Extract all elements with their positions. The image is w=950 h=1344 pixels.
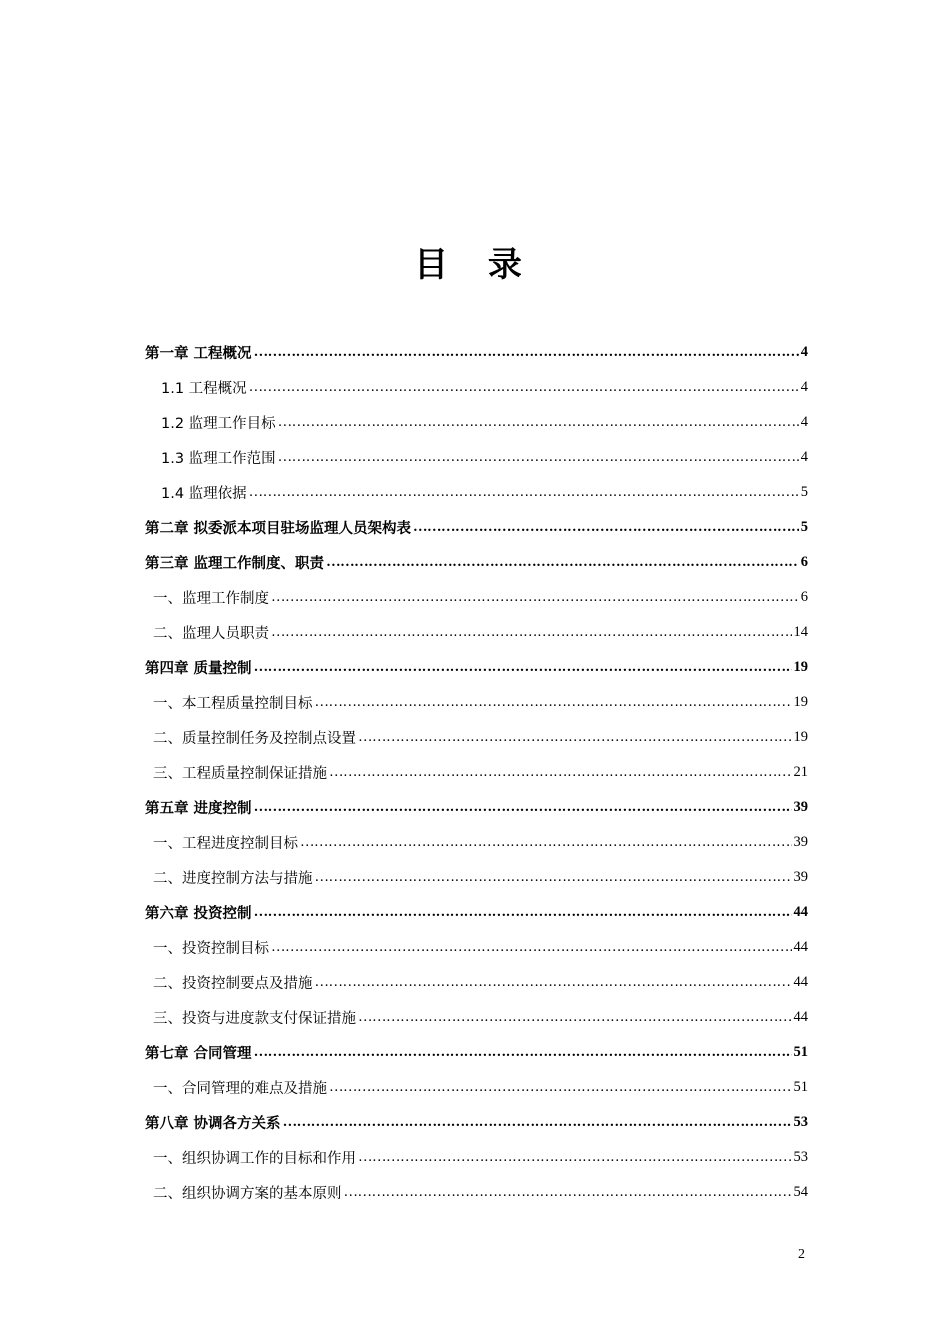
- toc-leader-dots: [271, 939, 792, 956]
- toc-leader-dots: [326, 554, 799, 571]
- toc-entry-page: 21: [793, 764, 808, 780]
- toc-leader-dots: [254, 904, 792, 921]
- toc-entry-label: 第三章 监理工作制度、职责: [145, 556, 325, 572]
- toc-leader-dots: [278, 414, 799, 431]
- toc-entry-label: 二、组织协调方案的基本原则: [153, 1186, 342, 1202]
- toc-entry-label: 二、质量控制任务及控制点设置: [153, 731, 356, 747]
- toc-entry[interactable]: [145, 650, 808, 685]
- toc-entry-page: 4: [800, 449, 808, 465]
- toc-entry[interactable]: [145, 825, 808, 860]
- toc-entry-page: 5: [800, 519, 808, 535]
- toc-entry-label: 第七章 合同管理: [145, 1046, 252, 1062]
- toc-entry[interactable]: [145, 1070, 808, 1105]
- toc-leader-dots: [315, 869, 792, 886]
- toc-entry-label: 1.1 工程概况: [161, 381, 247, 397]
- toc-leader-dots: [300, 834, 792, 851]
- toc-entry[interactable]: [145, 1140, 808, 1175]
- toc-entry-page: 4: [800, 344, 808, 360]
- toc-entry-label: 二、进度控制方法与措施: [153, 871, 313, 887]
- toc-leader-dots: [254, 659, 792, 676]
- toc-entry[interactable]: [145, 720, 808, 755]
- toc-entry-label: 第四章 质量控制: [145, 661, 252, 677]
- table-of-contents: [145, 335, 808, 1210]
- toc-entry[interactable]: [145, 755, 808, 790]
- toc-entry[interactable]: [145, 405, 808, 440]
- toc-entry[interactable]: [145, 580, 808, 615]
- toc-entry-page: 51: [793, 1079, 808, 1095]
- toc-entry-page: 4: [800, 414, 808, 430]
- toc-leader-dots: [254, 344, 799, 361]
- toc-entry-page: 39: [793, 869, 808, 885]
- toc-entry-label: 第八章 协调各方关系: [145, 1116, 281, 1132]
- toc-entry-label: 第一章 工程概况: [145, 346, 252, 362]
- toc-entry-label: 一、监理工作制度: [153, 591, 269, 607]
- toc-entry-label: 三、投资与进度款支付保证措施: [153, 1011, 356, 1027]
- toc-entry-label: 第六章 投资控制: [145, 906, 252, 922]
- toc-leader-dots: [315, 694, 792, 711]
- toc-entry-label: 1.4 监理依据: [161, 486, 247, 502]
- toc-entry-page: 51: [793, 1044, 808, 1060]
- toc-leader-dots: [315, 974, 792, 991]
- toc-entry-label: 一、组织协调工作的目标和作用: [153, 1151, 356, 1167]
- toc-entry-label: 二、投资控制要点及措施: [153, 976, 313, 992]
- toc-entry-label: 一、投资控制目标: [153, 941, 269, 957]
- toc-entry-page: 19: [793, 694, 808, 710]
- toc-entry-label: 一、本工程质量控制目标: [153, 696, 313, 712]
- toc-entry-label: 1.3 监理工作范围: [161, 451, 276, 467]
- toc-leader-dots: [413, 519, 799, 536]
- toc-leader-dots: [271, 589, 799, 606]
- toc-entry-page: 39: [793, 799, 808, 815]
- toc-entry[interactable]: [145, 475, 808, 510]
- toc-entry[interactable]: [145, 790, 808, 825]
- toc-leader-dots: [358, 729, 792, 746]
- toc-leader-dots: [344, 1184, 792, 1201]
- toc-entry[interactable]: [145, 1000, 808, 1035]
- toc-entry[interactable]: [145, 685, 808, 720]
- toc-entry-page: 19: [793, 729, 808, 745]
- toc-entry[interactable]: [145, 895, 808, 930]
- toc-entry-page: 5: [800, 484, 808, 500]
- toc-entry[interactable]: [145, 335, 808, 370]
- toc-entry[interactable]: [145, 440, 808, 475]
- toc-leader-dots: [271, 624, 792, 641]
- toc-leader-dots: [249, 379, 799, 396]
- toc-entry-page: 44: [793, 974, 808, 990]
- toc-entry[interactable]: [145, 1035, 808, 1070]
- toc-entry-label: 一、合同管理的难点及措施: [153, 1081, 327, 1097]
- toc-entry[interactable]: [145, 1105, 808, 1140]
- toc-entry-label: 三、工程质量控制保证措施: [153, 766, 327, 782]
- toc-entry-page: 14: [793, 624, 808, 640]
- toc-leader-dots: [329, 1079, 792, 1096]
- toc-entry[interactable]: [145, 860, 808, 895]
- toc-entry-page: 19: [793, 659, 808, 675]
- toc-leader-dots: [249, 484, 799, 501]
- toc-entry-page: 6: [800, 554, 808, 570]
- toc-entry[interactable]: [145, 545, 808, 580]
- toc-leader-dots: [358, 1149, 792, 1166]
- page-number: 2: [798, 1247, 805, 1262]
- toc-entry-label: 第五章 进度控制: [145, 801, 252, 817]
- toc-entry-page: 54: [793, 1184, 808, 1200]
- toc-entry-page: 4: [800, 379, 808, 395]
- toc-entry-page: 6: [800, 589, 808, 605]
- toc-entry-label: 第二章 拟委派本项目驻场监理人员架构表: [145, 521, 412, 537]
- toc-entry-page: 53: [793, 1114, 808, 1130]
- toc-entry[interactable]: [145, 615, 808, 650]
- toc-entry-page: 44: [793, 904, 808, 920]
- toc-entry[interactable]: [145, 510, 808, 545]
- toc-entry-label: 一、工程进度控制目标: [153, 836, 298, 852]
- toc-entry-page: 44: [793, 939, 808, 955]
- toc-entry-page: 53: [793, 1149, 808, 1165]
- toc-leader-dots: [254, 1044, 792, 1061]
- toc-leader-dots: [358, 1009, 792, 1026]
- toc-entry-label: 二、监理人员职责: [153, 626, 269, 642]
- toc-leader-dots: [278, 449, 799, 466]
- toc-leader-dots: [254, 799, 792, 816]
- toc-entry[interactable]: [145, 965, 808, 1000]
- toc-leader-dots: [283, 1114, 792, 1131]
- toc-entry-page: 44: [793, 1009, 808, 1025]
- toc-entry[interactable]: [145, 930, 808, 965]
- toc-entry-label: 1.2 监理工作目标: [161, 416, 276, 432]
- toc-entry[interactable]: [145, 1175, 808, 1210]
- toc-entry[interactable]: [145, 370, 808, 405]
- toc-entry-page: 39: [793, 834, 808, 850]
- toc-leader-dots: [329, 764, 792, 781]
- page-title: 目 录: [414, 245, 536, 285]
